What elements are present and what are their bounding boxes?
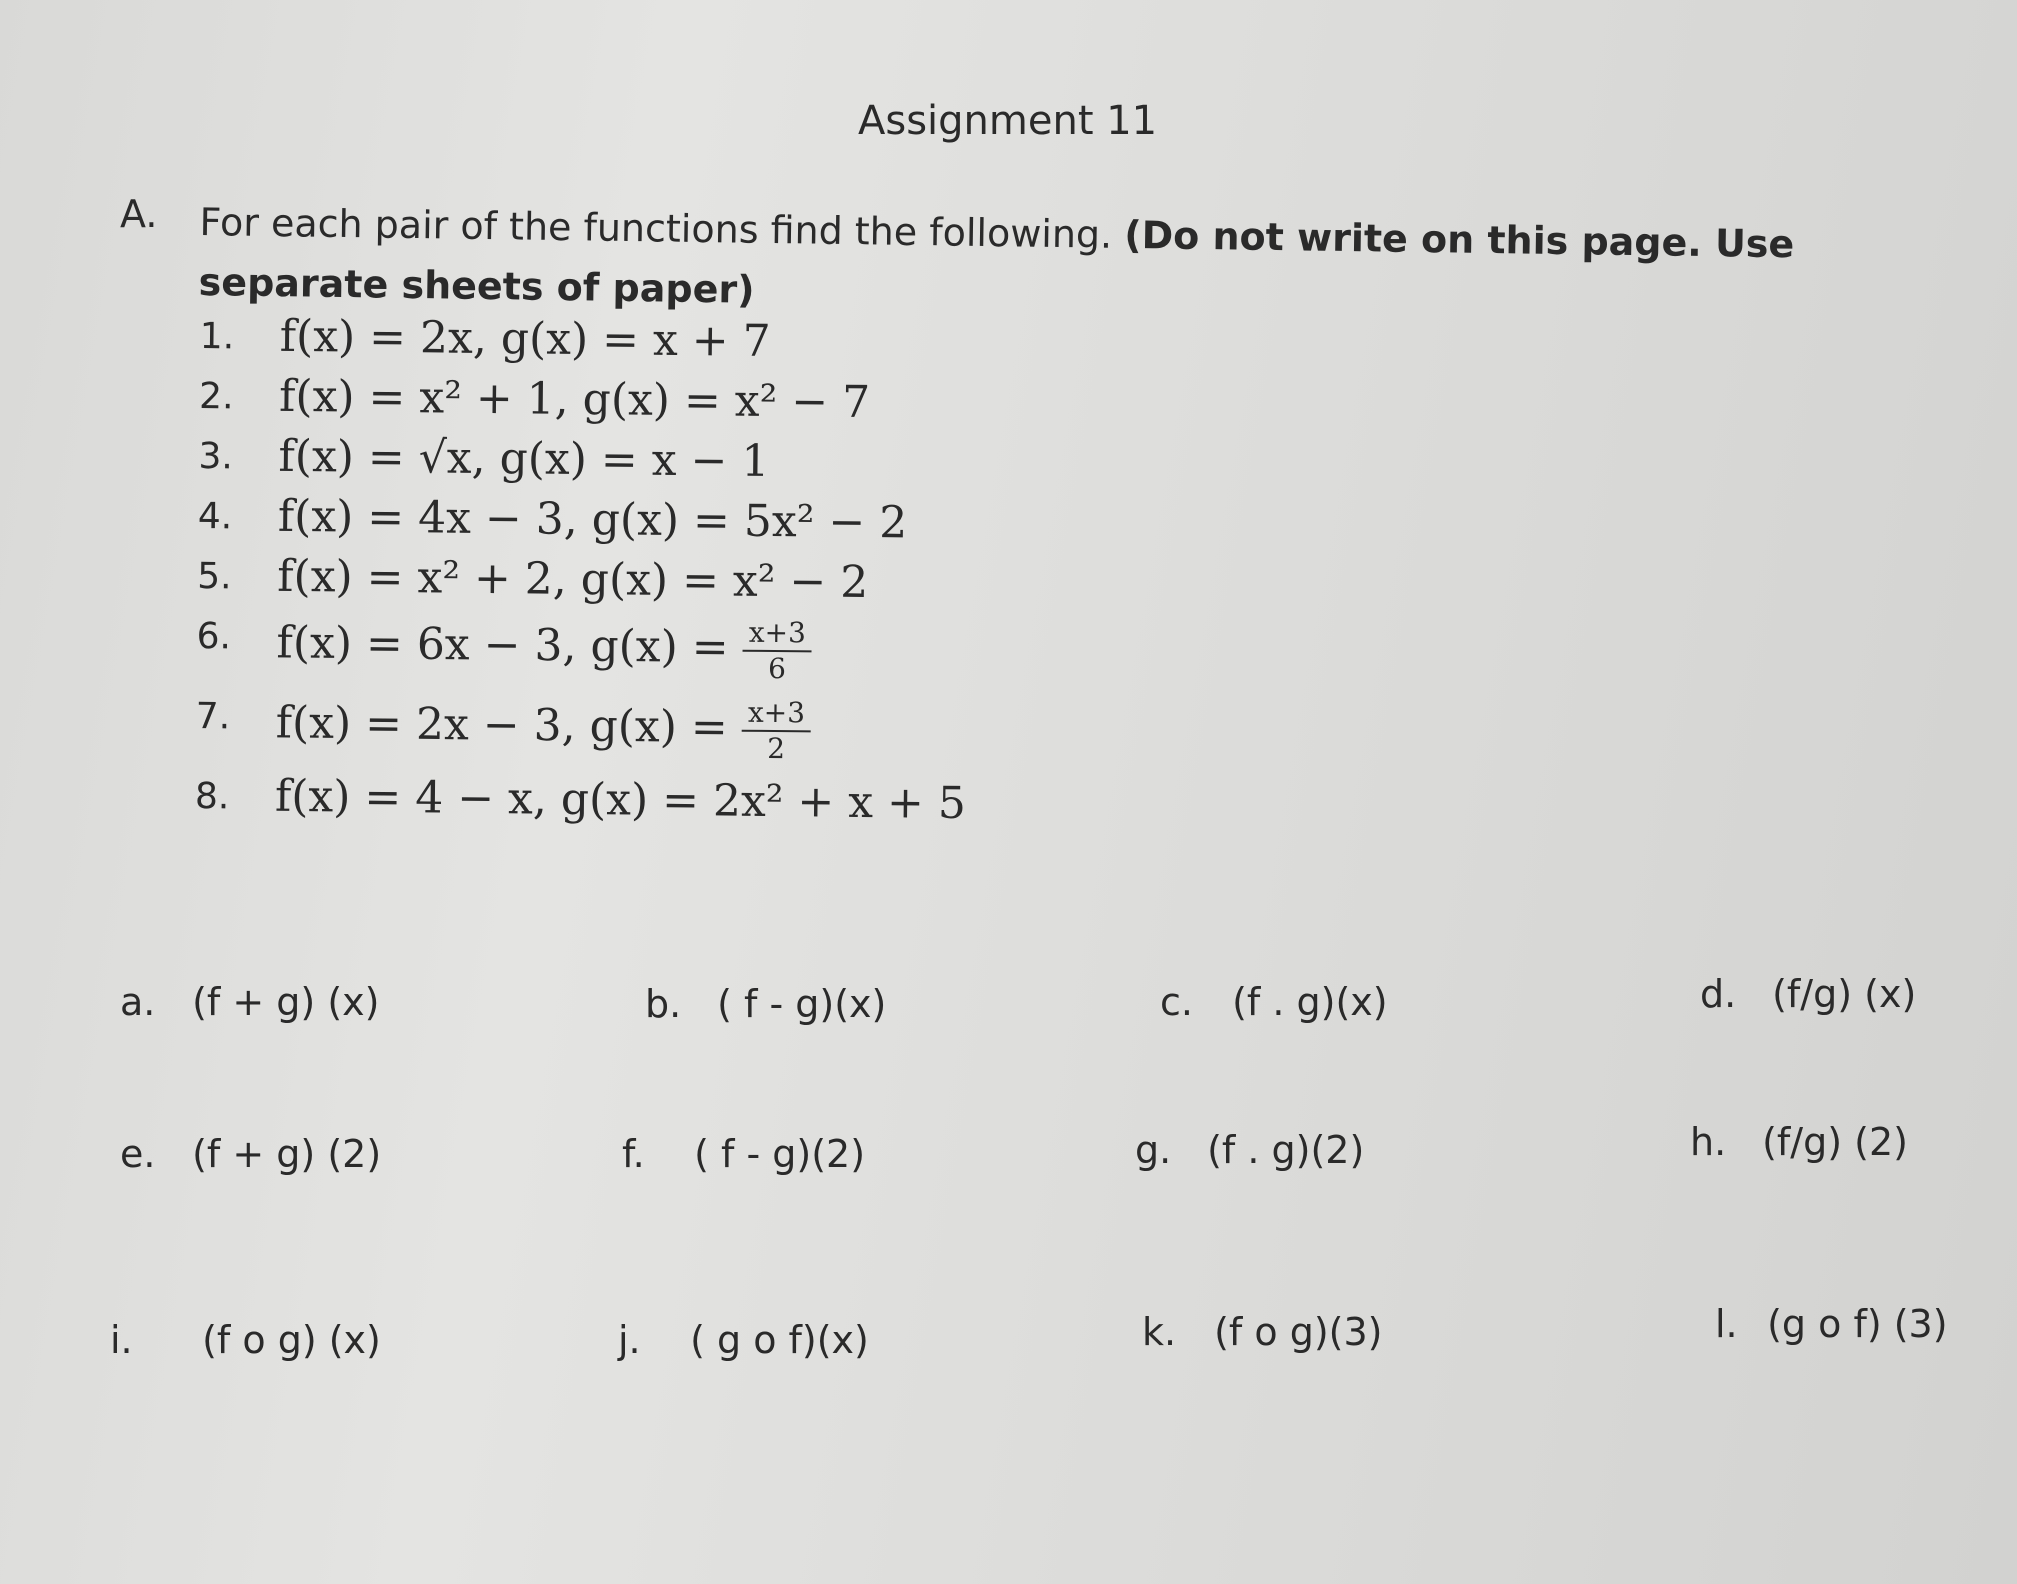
- g-definition: g(x) = 5x² − 2: [591, 494, 908, 549]
- fraction-numerator: x+3: [743, 616, 812, 653]
- f-definition: f(x) = 4x − 3,: [277, 490, 579, 545]
- problem-number: 8.: [194, 775, 230, 818]
- operation-item: [1715, 1302, 1948, 1346]
- operation-expression: ( f - g)(2): [694, 1132, 866, 1176]
- operation-item: [1135, 1128, 1364, 1172]
- f-definition: f(x) = x² + 2,: [277, 550, 568, 605]
- g-definition-lhs: g(x) =: [589, 700, 729, 754]
- section-letter: A.: [120, 192, 158, 236]
- operation-label: c.: [1160, 980, 1193, 1024]
- problem-number: 5.: [197, 555, 232, 598]
- operation-label: d.: [1700, 972, 1737, 1016]
- operation-expression: (f . g)(x): [1232, 980, 1388, 1024]
- operation-expression: ( f - g)(x): [717, 982, 887, 1026]
- problem-number: 6.: [196, 615, 232, 658]
- operation-label: j.: [618, 1318, 641, 1362]
- f-definition: f(x) = x² + 1,: [278, 370, 569, 425]
- operation-label: l.: [1715, 1302, 1738, 1346]
- instruction-text: For each pair of the functions find the following.: [199, 199, 1113, 257]
- operation-expression: (f o g) (x): [202, 1318, 381, 1362]
- operation-label: i.: [110, 1318, 133, 1362]
- operation-label: b.: [645, 982, 682, 1026]
- operation-item: [645, 982, 886, 1026]
- instruction-bold-text: (Do not write on this page. Use separate sheets of paper): [198, 212, 1795, 312]
- f-definition: f(x) = 6x − 3,: [276, 617, 577, 672]
- g-definition: g(x) = x + 7: [500, 313, 771, 367]
- operation-item: [110, 1318, 381, 1362]
- fraction-denominator: 2: [767, 731, 786, 766]
- operation-item: [1160, 980, 1388, 1024]
- operation-label: h.: [1690, 1120, 1727, 1164]
- g-definition: g(x) = x² − 2: [580, 554, 869, 609]
- problem-number: 2.: [198, 375, 234, 418]
- operation-expression: (f . g)(2): [1207, 1128, 1365, 1172]
- operation-label: a.: [120, 980, 156, 1024]
- operation-expression: (f + g) (2): [192, 1132, 382, 1176]
- g-definition-lhs: g(x) =: [590, 620, 729, 674]
- f-definition: f(x) = 4 − x,: [274, 770, 548, 825]
- fraction-denominator: 6: [767, 651, 787, 686]
- operation-item: [622, 1132, 865, 1176]
- problem-number: 4.: [197, 495, 233, 538]
- operation-label: g.: [1135, 1128, 1172, 1172]
- f-definition: f(x) = 2x − 3,: [275, 697, 576, 752]
- problem-number: 7.: [195, 695, 231, 738]
- fraction-numerator: x+3: [742, 696, 811, 733]
- operation-item: [1690, 1120, 1908, 1164]
- operation-label: e.: [120, 1132, 156, 1176]
- operation-item: [1142, 1310, 1382, 1354]
- problem-number: 1.: [199, 316, 235, 358]
- operation-expression: (f + g) (x): [192, 980, 380, 1024]
- operation-label: f.: [622, 1132, 645, 1176]
- operation-label: k.: [1142, 1310, 1177, 1354]
- operation-expression: ( g o f)(x): [690, 1318, 869, 1362]
- operation-item: [120, 1132, 381, 1176]
- operation-expression: (f/g) (2): [1762, 1120, 1908, 1164]
- operation-expression: (f/g) (x): [1772, 972, 1917, 1016]
- f-definition: f(x) = √x,: [278, 430, 486, 484]
- operation-item: [120, 980, 379, 1024]
- g-definition: g(x) = x² − 7: [582, 374, 871, 429]
- operation-expression: (g o f) (3): [1767, 1302, 1948, 1346]
- g-definition: g(x) = x − 1: [499, 433, 770, 487]
- f-definition: f(x) = 2x,: [279, 310, 488, 365]
- problem-number: 3.: [198, 435, 234, 478]
- g-definition: g(x) = 2x² + x + 5: [560, 773, 967, 830]
- operation-item: [1700, 972, 1916, 1016]
- operation-expression: (f o g)(3): [1214, 1310, 1383, 1354]
- page-title: Assignment 11: [858, 98, 1158, 144]
- operation-item: [618, 1318, 869, 1362]
